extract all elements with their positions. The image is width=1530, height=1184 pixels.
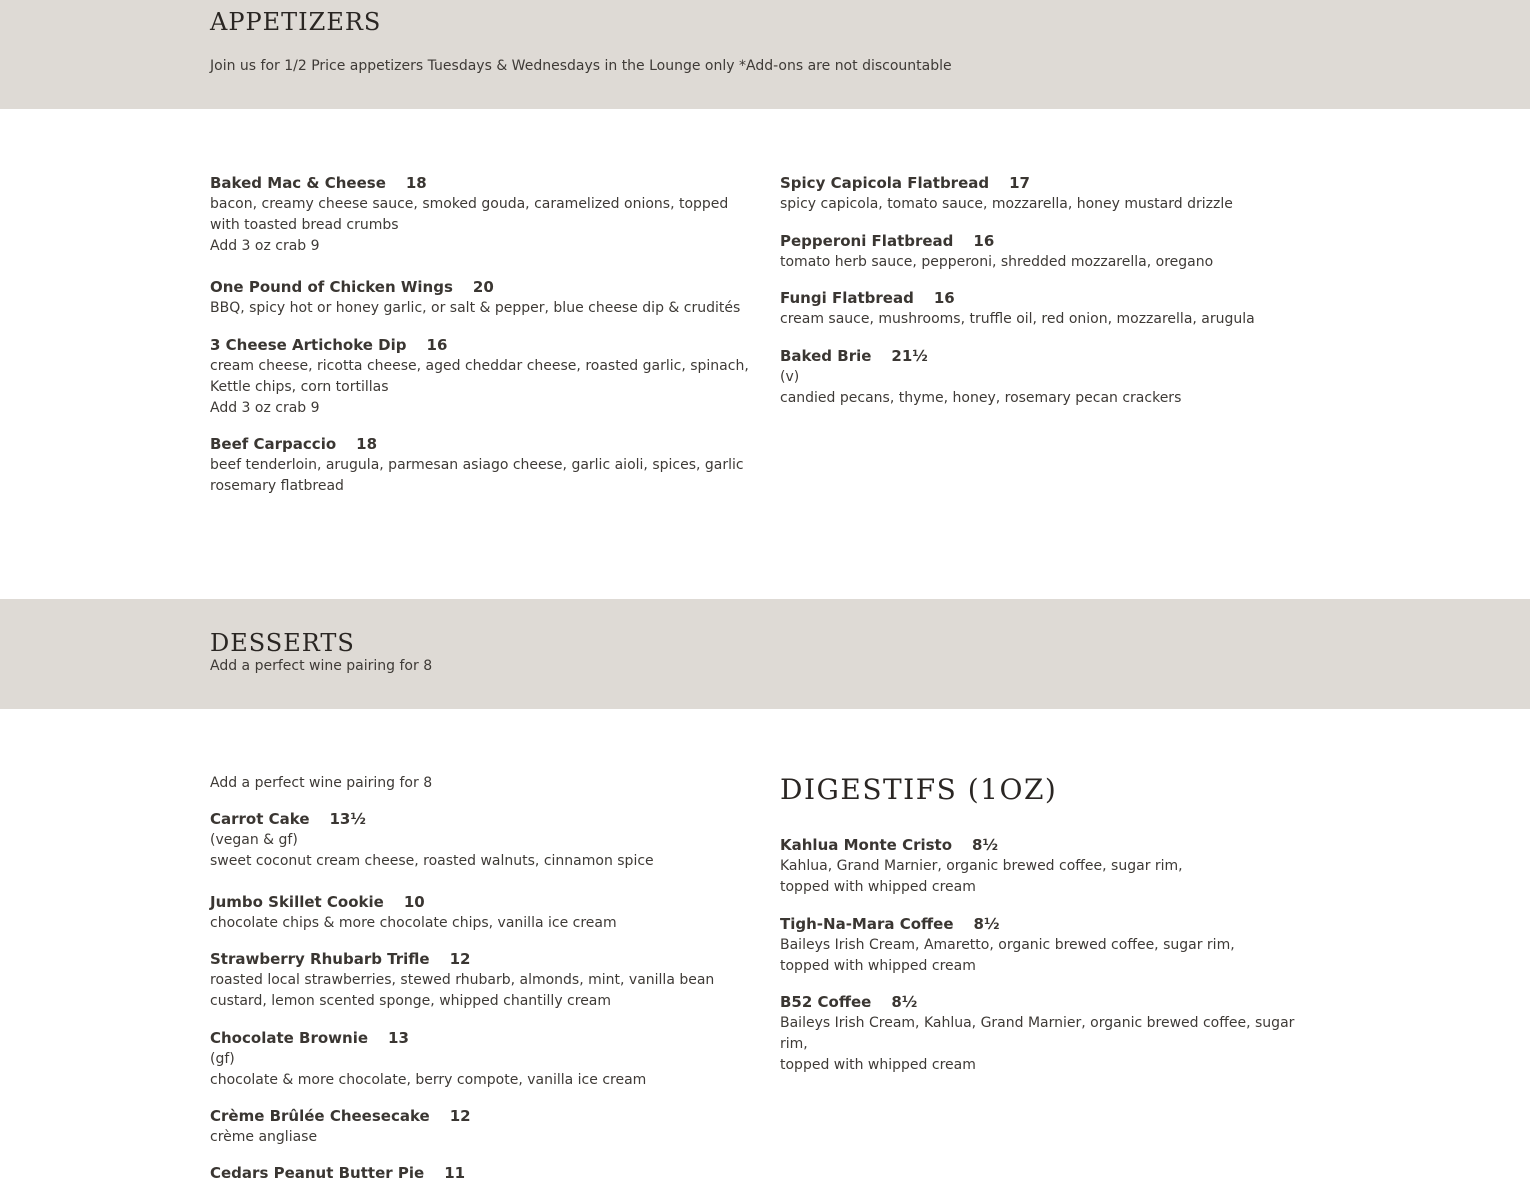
menu-item-title: Carrot Cake 13½ — [210, 810, 366, 828]
menu-item-description: cream cheese, ricotta cheese, aged cheddar cheese, roasted garlic, spinach, Kettle chips, corn tortillas — [210, 358, 749, 395]
menu-item-price: 11 — [444, 1164, 466, 1182]
menu-item-description: cream sauce, mushrooms, truffle oil, red onion, mozzarella, arugula — [780, 311, 1255, 327]
menu-item — [210, 1028, 750, 1091]
menu-item — [210, 1163, 750, 1184]
menu-item-addon: Add 3 oz crab 9 — [210, 400, 320, 416]
menu-item — [780, 992, 1320, 1076]
menu-item-price: 20 — [472, 278, 494, 296]
menu-item-title: Strawberry Rhubarb Trifle 12 — [210, 950, 471, 968]
menu-item-description: Baileys Irish Cream, Kahlua, Grand Marnier, organic brewed coffee, sugar rim, — [780, 1015, 1295, 1052]
menu-item-title: Cedars Peanut Butter Pie 11 — [210, 1164, 466, 1182]
desserts-intro: Add a perfect wine pairing for 8 — [210, 775, 433, 791]
menu-item-description: sweet coconut cream cheese, roasted walnuts, cinnamon spice — [210, 853, 654, 869]
menu-item-description: spicy capicola, tomato sauce, mozzarella, honey mustard drizzle — [780, 196, 1233, 212]
menu-item-description: tomato herb sauce, pepperoni, shredded mozzarella, oregano — [780, 254, 1214, 270]
menu-item-price: 13 — [388, 1029, 409, 1047]
menu-item — [780, 288, 1320, 330]
menu-item-price: 8½ — [973, 915, 1000, 933]
desserts-title: DESSERTS — [210, 629, 355, 657]
menu-item-addon: Add 3 oz crab 9 — [210, 238, 320, 254]
menu-item — [210, 434, 750, 497]
menu-item-description: crème angliase — [210, 1129, 318, 1145]
menu-item-price: 8½ — [891, 993, 918, 1011]
menu-item — [210, 335, 750, 419]
menu-item — [780, 346, 1320, 409]
menu-item-price: 16 — [973, 232, 995, 250]
menu-item-title: Spicy Capicola Flatbread 17 — [780, 174, 1030, 192]
menu-item-price: 12 — [449, 950, 471, 968]
appetizers-header-band — [0, 0, 1530, 109]
menu-item-price: 18 — [405, 174, 427, 192]
menu-item-title: Chocolate Brownie 13 — [210, 1029, 409, 1047]
menu-item-description: topped with whipped cream — [780, 879, 976, 895]
menu-item-description: bacon, creamy cheese sauce, smoked gouda, caramelized onions, topped with toasted bread crumbs — [210, 196, 729, 233]
appetizers-promo-note: Join us for 1/2 Price appetizers Tuesdays & Wednesdays in the Lounge only *Add-ons are not discountable — [210, 58, 952, 74]
menu-item-title: 3 Cheese Artichoke Dip 16 — [210, 336, 448, 354]
menu-item-description: topped with whipped cream — [780, 958, 976, 974]
menu-item — [780, 835, 1320, 898]
desserts-wine-note: Add a perfect wine pairing for 8 — [210, 658, 433, 674]
menu-item-title: Fungi Flatbread 16 — [780, 289, 955, 307]
menu-item — [210, 949, 750, 1012]
menu-item-price: 21½ — [891, 347, 928, 365]
menu-item-description: chocolate chips & more chocolate chips, vanilla ice cream — [210, 915, 617, 931]
menu-item — [780, 173, 1320, 215]
menu-item-dietary-note: (v) — [780, 369, 800, 385]
appetizers-title: APPETIZERS — [210, 8, 382, 36]
menu-item-description: topped with whipped cream — [780, 1057, 976, 1073]
menu-item-price: 8½ — [972, 836, 998, 854]
menu-item-title: Baked Mac & Cheese 18 — [210, 174, 427, 192]
menu-item — [210, 809, 750, 872]
menu-item-price: 18 — [356, 435, 378, 453]
menu-item-title: Crème Brûlée Cheesecake 12 — [210, 1107, 471, 1125]
menu-item-description: Baileys Irish Cream, Amaretto, organic brewed coffee, sugar rim, — [780, 937, 1235, 953]
menu-item-title: Kahlua Monte Cristo 8½ — [780, 836, 998, 854]
menu-item — [210, 1106, 750, 1148]
menu-item-title: Tigh-Na-Mara Coffee 8½ — [780, 915, 1000, 933]
menu-item — [210, 892, 750, 934]
menu-item-title: Beef Carpaccio 18 — [210, 435, 378, 453]
menu-item-title: Baked Brie 21½ — [780, 347, 928, 365]
menu-item-description: chocolate & more chocolate, berry compote, vanilla ice cream — [210, 1072, 647, 1088]
menu-item-description: beef tenderloin, arugula, parmesan asiago cheese, garlic aioli, spices, garlic rosemary flatbread — [210, 457, 744, 494]
menu-item — [210, 277, 750, 319]
menu-item — [210, 173, 750, 257]
menu-item-dietary-note: (gf) — [210, 1051, 235, 1067]
menu-item-dietary-note: (vegan & gf) — [210, 832, 298, 848]
desserts-header-band — [0, 599, 1530, 709]
menu-item-description: Kahlua, Grand Marnier, organic brewed coffee, sugar rim, — [780, 858, 1183, 874]
menu-item-title: Pepperoni Flatbread 16 — [780, 232, 995, 250]
menu-item-price: 13½ — [329, 810, 366, 828]
menu-item-price: 12 — [449, 1107, 471, 1125]
menu-item-price: 17 — [1009, 174, 1030, 192]
menu-item-description: BBQ, spicy hot or honey garlic, or salt & pepper, blue cheese dip & crudités — [210, 300, 741, 316]
digestifs-title: DIGESTIFS (1OZ) — [780, 773, 1058, 806]
menu-item-description: candied pecans, thyme, honey, rosemary pecan crackers — [780, 390, 1182, 406]
menu-item-price: 10 — [403, 893, 425, 911]
menu-item — [780, 231, 1320, 273]
menu-item-title: B52 Coffee 8½ — [780, 993, 918, 1011]
menu-item-price: 16 — [426, 336, 448, 354]
menu-item-description: roasted local strawberries, stewed rhubarb, almonds, mint, vanilla bean custard, lemon scented sponge, whipped chantilly cream — [210, 972, 715, 1009]
menu-item-title: One Pound of Chicken Wings 20 — [210, 278, 494, 296]
menu-item-title: Jumbo Skillet Cookie 10 — [210, 893, 425, 911]
menu-item — [780, 914, 1320, 977]
menu-item-price: 16 — [933, 289, 955, 307]
